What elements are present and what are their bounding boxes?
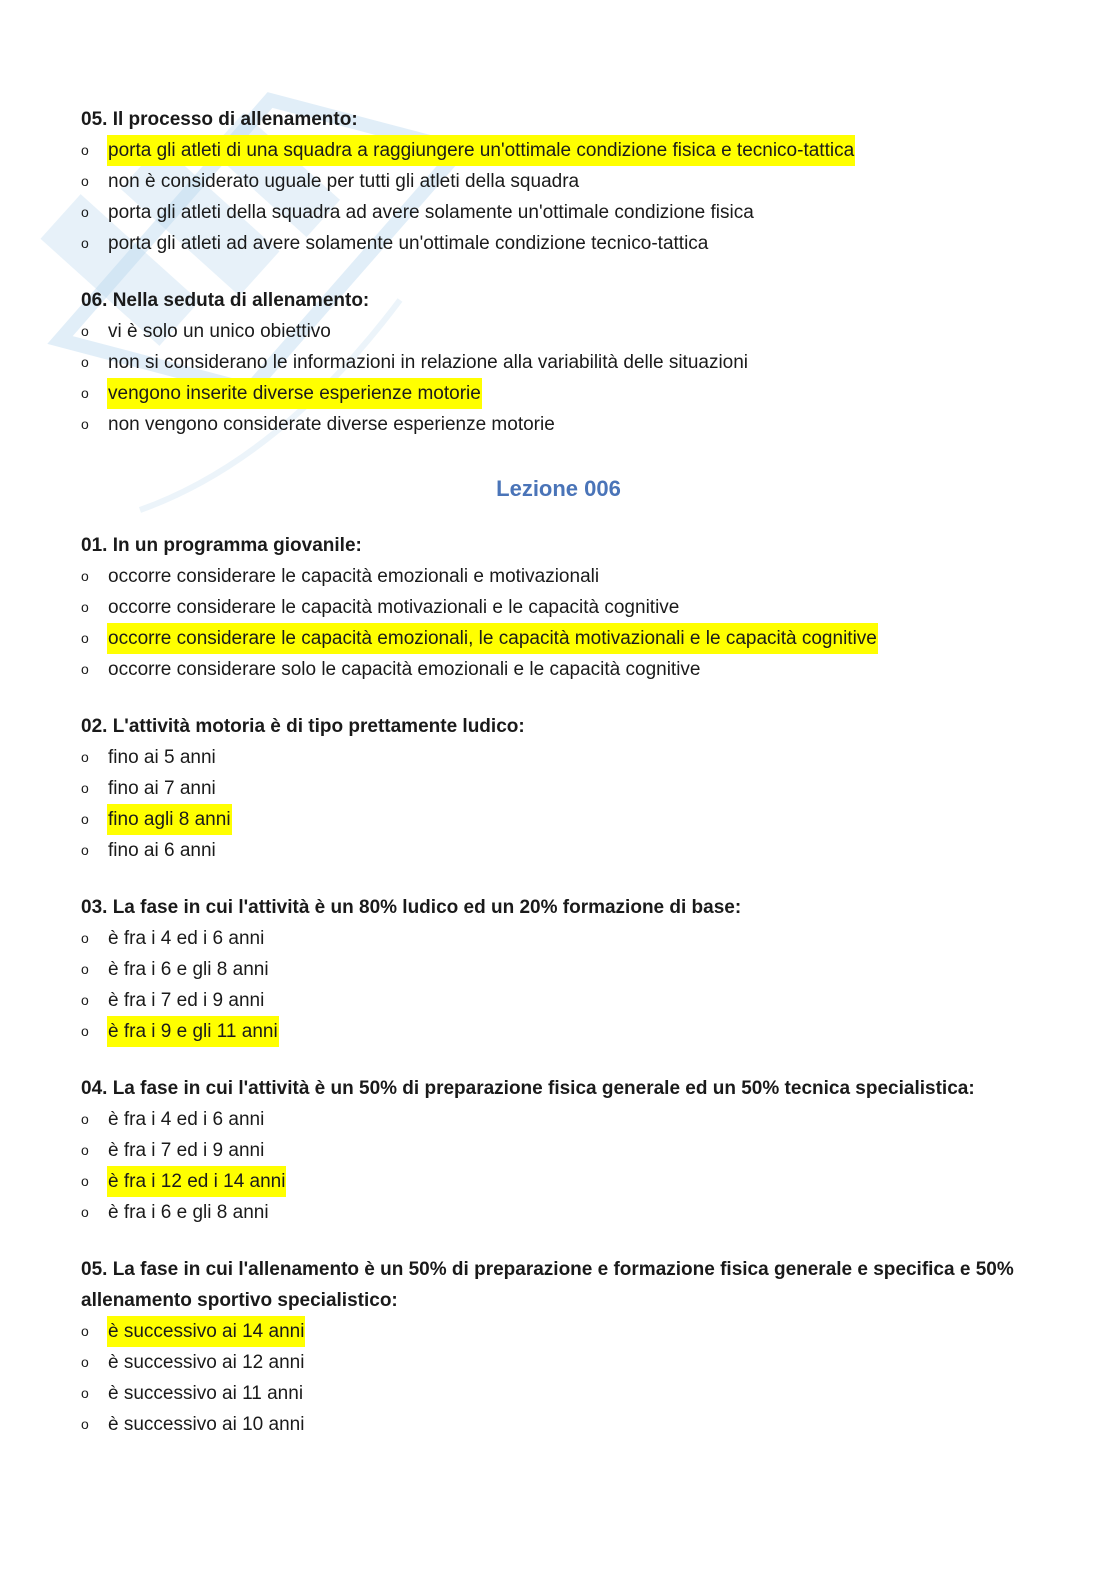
answer-text: è fra i 9 e gli 11 anni [107,1016,279,1047]
circle-bullet-icon: o [81,930,89,946]
answer-text: è successivo ai 12 anni [108,1352,305,1373]
answer-text: porta gli atleti di una squadra a raggiungere un'ottimale condizione fisica e tecnico-tattica [107,135,855,166]
circle-bullet-icon: o [81,235,89,251]
question-title: 02. L'attività motoria è di tipo prettamente ludico: [81,716,525,737]
answer-text: porta gli atleti ad avere solamente un'ottimale condizione tecnico-tattica [108,233,709,254]
answer-option-correct [81,135,1041,166]
answer-option [81,1378,1041,1409]
circle-bullet-icon: o [81,385,89,401]
answer-text: fino ai 6 anni [108,840,216,861]
answer-text: non vengono considerate diverse esperienze motorie [108,414,555,435]
circle-bullet-icon: o [81,142,89,158]
circle-bullet-icon: o [81,1204,89,1220]
circle-bullet-icon: o [81,599,89,615]
answer-text: è fra i 4 ed i 6 anni [108,928,265,949]
circle-bullet-icon: o [81,780,89,796]
answer-text: occorre considerare solo le capacità emozionali e le capacità cognitive [108,659,701,680]
circle-bullet-icon: o [81,1416,89,1432]
answer-option [81,773,1041,804]
answer-option [81,654,1041,685]
answer-text: vengono inserite diverse esperienze motorie [107,378,482,409]
circle-bullet-icon: o [81,323,89,339]
question-block [81,711,1041,866]
circle-bullet-icon: o [81,1385,89,1401]
answer-option [81,316,1041,347]
question-block [81,285,1041,440]
answer-option-correct [81,1016,1041,1047]
answer-options [81,1104,1041,1228]
answer-options [81,923,1041,1047]
answer-option [81,197,1041,228]
answer-text: occorre considerare le capacità motivazionali e le capacità cognitive [108,597,680,618]
question-title: 03. La fase in cui l'attività è un 80% ludico ed un 20% formazione di base: [81,897,742,918]
answer-option-correct [81,1316,1041,1347]
answer-options [81,1316,1041,1440]
question-block [81,104,1041,259]
answer-option [81,985,1041,1016]
answer-option [81,835,1041,866]
circle-bullet-icon: o [81,1323,89,1339]
answer-option [81,954,1041,985]
answer-option [81,923,1041,954]
circle-bullet-icon: o [81,961,89,977]
answer-option [81,561,1041,592]
answer-option [81,1409,1041,1440]
circle-bullet-icon: o [81,1111,89,1127]
answer-options [81,742,1041,866]
answer-option [81,592,1041,623]
circle-bullet-icon: o [81,661,89,677]
answer-option [81,228,1041,259]
question-block [81,1254,1041,1440]
circle-bullet-icon: o [81,204,89,220]
answer-text: è fra i 7 ed i 9 anni [108,1140,265,1161]
question-block [81,892,1041,1047]
document-body [81,104,1041,1466]
question-title: 05. Il processo di allenamento: [81,109,358,130]
answer-option [81,1197,1041,1228]
question-block [81,530,1041,685]
answer-option-correct [81,623,1041,654]
answer-text: fino ai 7 anni [108,778,216,799]
circle-bullet-icon: o [81,1142,89,1158]
question-title: 01. In un programma giovanile: [81,535,362,556]
answer-option [81,166,1041,197]
answer-text: è fra i 4 ed i 6 anni [108,1109,265,1130]
answer-options [81,135,1041,259]
answer-text: è fra i 6 e gli 8 anni [108,959,269,980]
lesson-heading: Lezione 006 [496,476,621,501]
question-title: 06. Nella seduta di allenamento: [81,290,370,311]
answer-text: porta gli atleti della squadra ad avere solamente un'ottimale condizione fisica [108,202,754,223]
circle-bullet-icon: o [81,1354,89,1370]
answer-option [81,1135,1041,1166]
circle-bullet-icon: o [81,1173,89,1189]
circle-bullet-icon: o [81,416,89,432]
answer-option [81,409,1041,440]
question-title: 04. La fase in cui l'attività è un 50% di preparazione fisica generale ed un 50% tecnica specialistica: [81,1078,975,1099]
answer-options [81,316,1041,440]
answer-text: non è considerato uguale per tutti gli atleti della squadra [108,171,580,192]
answer-text: è fra i 7 ed i 9 anni [108,990,265,1011]
answer-text: occorre considerare le capacità emozionali, le capacità motivazionali e le capacità cognitive [107,623,878,654]
circle-bullet-icon: o [81,354,89,370]
question-block [81,1073,1041,1228]
answer-option-correct [81,804,1041,835]
circle-bullet-icon: o [81,842,89,858]
answer-text: è successivo ai 14 anni [107,1316,305,1347]
answer-text: è fra i 6 e gli 8 anni [108,1202,269,1223]
answer-text: vi è solo un unico obiettivo [108,321,331,342]
circle-bullet-icon: o [81,1023,89,1039]
answer-option [81,742,1041,773]
answer-text: non si considerano le informazioni in relazione alla variabilità delle situazioni [108,352,749,373]
circle-bullet-icon: o [81,992,89,1008]
answer-text: fino agli 8 anni [107,804,232,835]
circle-bullet-icon: o [81,811,89,827]
answer-text: fino ai 5 anni [108,747,216,768]
question-title: 05. La fase in cui l'allenamento è un 50% di preparazione e formazione fisica generale e specifica e 50% allenamento sportivo specialistico: [81,1259,1014,1311]
answer-text: è successivo ai 11 anni [108,1383,304,1404]
circle-bullet-icon: o [81,173,89,189]
answer-text: è successivo ai 10 anni [108,1414,305,1435]
answer-text: è fra i 12 ed i 14 anni [107,1166,286,1197]
answer-option-correct [81,378,1041,409]
answer-option [81,347,1041,378]
circle-bullet-icon: o [81,749,89,765]
circle-bullet-icon: o [81,630,89,646]
answer-option [81,1347,1041,1378]
answer-option [81,1104,1041,1135]
circle-bullet-icon: o [81,568,89,584]
answer-text: occorre considerare le capacità emozionali e motivazionali [108,566,600,587]
answer-option-correct [81,1166,1041,1197]
answer-options [81,561,1041,685]
